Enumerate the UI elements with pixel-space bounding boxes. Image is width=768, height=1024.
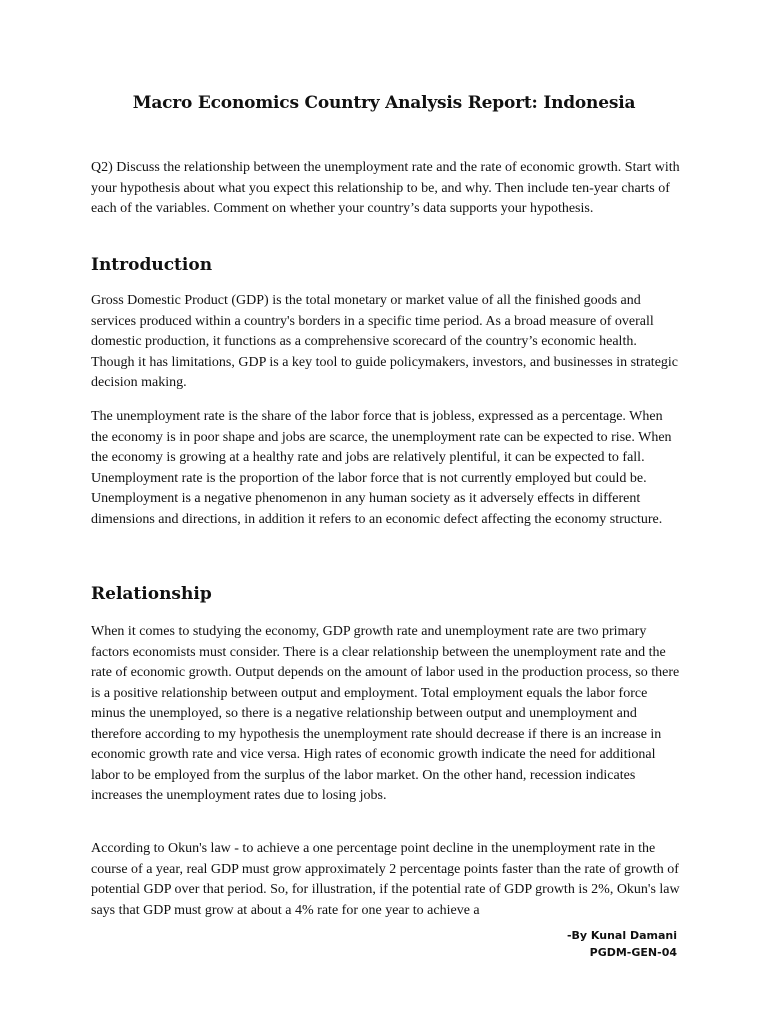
document-title: Macro Economics Country Analysis Report: Indonesia (132, 93, 636, 113)
introduction-paragraph-gdp: Gross Domestic Product (GDP) is the total monetary or market value of all the finished goods and services produced within a country's borders in a specific time period. As a broad measure of overall domestic production, it functions as a comprehensive scorecard of the country’s economic health. Though it has limitations, GDP is a key tool to guide policymakers, investors, and businesses in strategic decision making. (91, 293, 679, 390)
course-code: PGDM-GEN-04 (589, 946, 677, 959)
question-paragraph: Q2) Discuss the relationship between the unemployment rate and the rate of economic growth. Start with your hypothesis about what you expect this relationship to be, and why. Then include ten-year charts of each of the variables. Comment on whether your country’s data supports your hypothesis. (91, 160, 680, 216)
introduction-paragraph-unemployment: The unemployment rate is the share of the labor force that is jobless, expressed as a percentage. When the economy is in poor shape and jobs are scarce, the unemployment rate can be expected to rise. When the economy is growing at a healthy rate and jobs are relatively plentiful, it can be expected to fall. Unemployment rate is the proportion of the labor force that is not currently employed but could be. Unemployment is a negative phenomenon in any human society as it adversely effects in different dimensions and directions, in addition it refers to an economic defect affecting the economy structure. (91, 409, 672, 527)
section-heading-introduction: Introduction (91, 255, 213, 275)
relationship-paragraph-overview: When it comes to studying the economy, GDP growth rate and unemployment rate are two primary factors economists must consider. There is a clear relationship between the unemployment rate and the rate of economic growth. Output depends on the amount of labor used in the production process, so there is a positive relationship between output and employment. Total employment equals the labor force minus the unemployed, so there is a negative relationship between output and unemployment and therefore according to my hypothesis the unemployment rate should decrease if there is an increase in economic growth rate and vice versa. High rates of economic growth indicate the need for additional labor to be employed from the surplus of the labor market. On the other hand, recession indicates increases the unemployment rates due to losing jobs. (91, 624, 680, 803)
author-signature: -By Kunal Damani (566, 929, 677, 942)
relationship-paragraph-okuns-law: According to Okun's law - to achieve a one percentage point decline in the unemployment rate in the course of a year, real GDP must grow approximately 2 percentage points faster than the rate of growth of potential GDP over that period. So, for illustration, if the potential rate of GDP growth is 2%, Okun's law says that GDP must grow at about a 4% rate for one year to achieve a (91, 841, 680, 918)
section-heading-relationship: Relationship (91, 584, 212, 604)
